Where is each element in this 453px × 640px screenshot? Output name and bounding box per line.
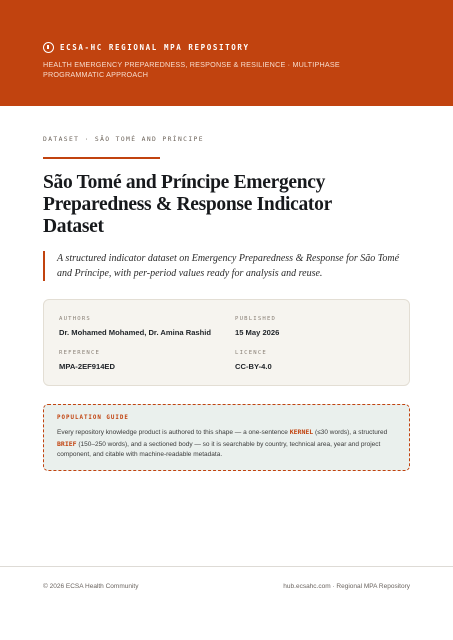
- licence-label: LICENCE: [235, 350, 267, 356]
- reference-value: MPA-2EF914ED: [59, 362, 115, 371]
- footer-copyright: © 2026 ECSA Health Community: [43, 583, 139, 590]
- published-label: PUBLISHED: [235, 316, 277, 322]
- brand-name: ECSA-HC REGIONAL MPA REPOSITORY: [60, 43, 250, 52]
- guide-text-part: (150–250 words), and a sectioned body — so it is searchable by country, technical area, year and project component, and citable with machine-readable metadata.: [57, 440, 381, 458]
- guide-text: [57, 427, 396, 461]
- abstract: A structured indicator dataset on Emergency Preparedness & Response for São Tomé and Príncipe, with per-period values ready for analysis and reuse.: [43, 251, 403, 281]
- power-icon: [43, 42, 54, 53]
- authors-field: [59, 316, 211, 337]
- metadata-card: [43, 299, 410, 386]
- document-eyebrow: DATASET · SÃO TOMÉ AND PRÍNCIPE: [43, 136, 204, 143]
- licence-field: [235, 350, 272, 371]
- top-banner: [0, 0, 453, 106]
- guide-text-part: (≤30 words), a structured: [313, 429, 388, 436]
- population-guide: [43, 404, 410, 471]
- licence-value: CC-BY-4.0: [235, 362, 272, 371]
- authors-label: AUTHORS: [59, 316, 91, 322]
- banner-subtitle: HEALTH EMERGENCY PREPAREDNESS, RESPONSE & RESILIENCE · MULTIPHASE PROGRAMMATIC APPROACH: [43, 60, 340, 79]
- published-field: [235, 316, 279, 337]
- guide-text-part: Every repository knowledge product is authored to this shape — a one-sentence: [57, 429, 290, 436]
- kernel-keyword: KERNEL: [289, 428, 314, 436]
- reference-label: REFERENCE: [59, 350, 101, 356]
- brand-row: [43, 42, 250, 53]
- guide-heading: POPULATION GUIDE: [57, 415, 129, 421]
- brief-keyword: BRIEF: [57, 439, 77, 448]
- page-title: São Tomé and Príncipe Emergency Preparedness & Response Indicator Dataset: [43, 172, 332, 237]
- authors-value: Dr. Mohamed Mohamed, Dr. Amina Rashid: [59, 328, 212, 337]
- eyebrow-rule: [43, 157, 160, 159]
- footer-divider: [0, 566, 453, 567]
- published-value: 15 May 2026: [235, 328, 280, 337]
- footer-site-link[interactable]: hub.ecsahc.com · Regional MPA Repository: [283, 583, 410, 590]
- reference-field: [59, 350, 115, 371]
